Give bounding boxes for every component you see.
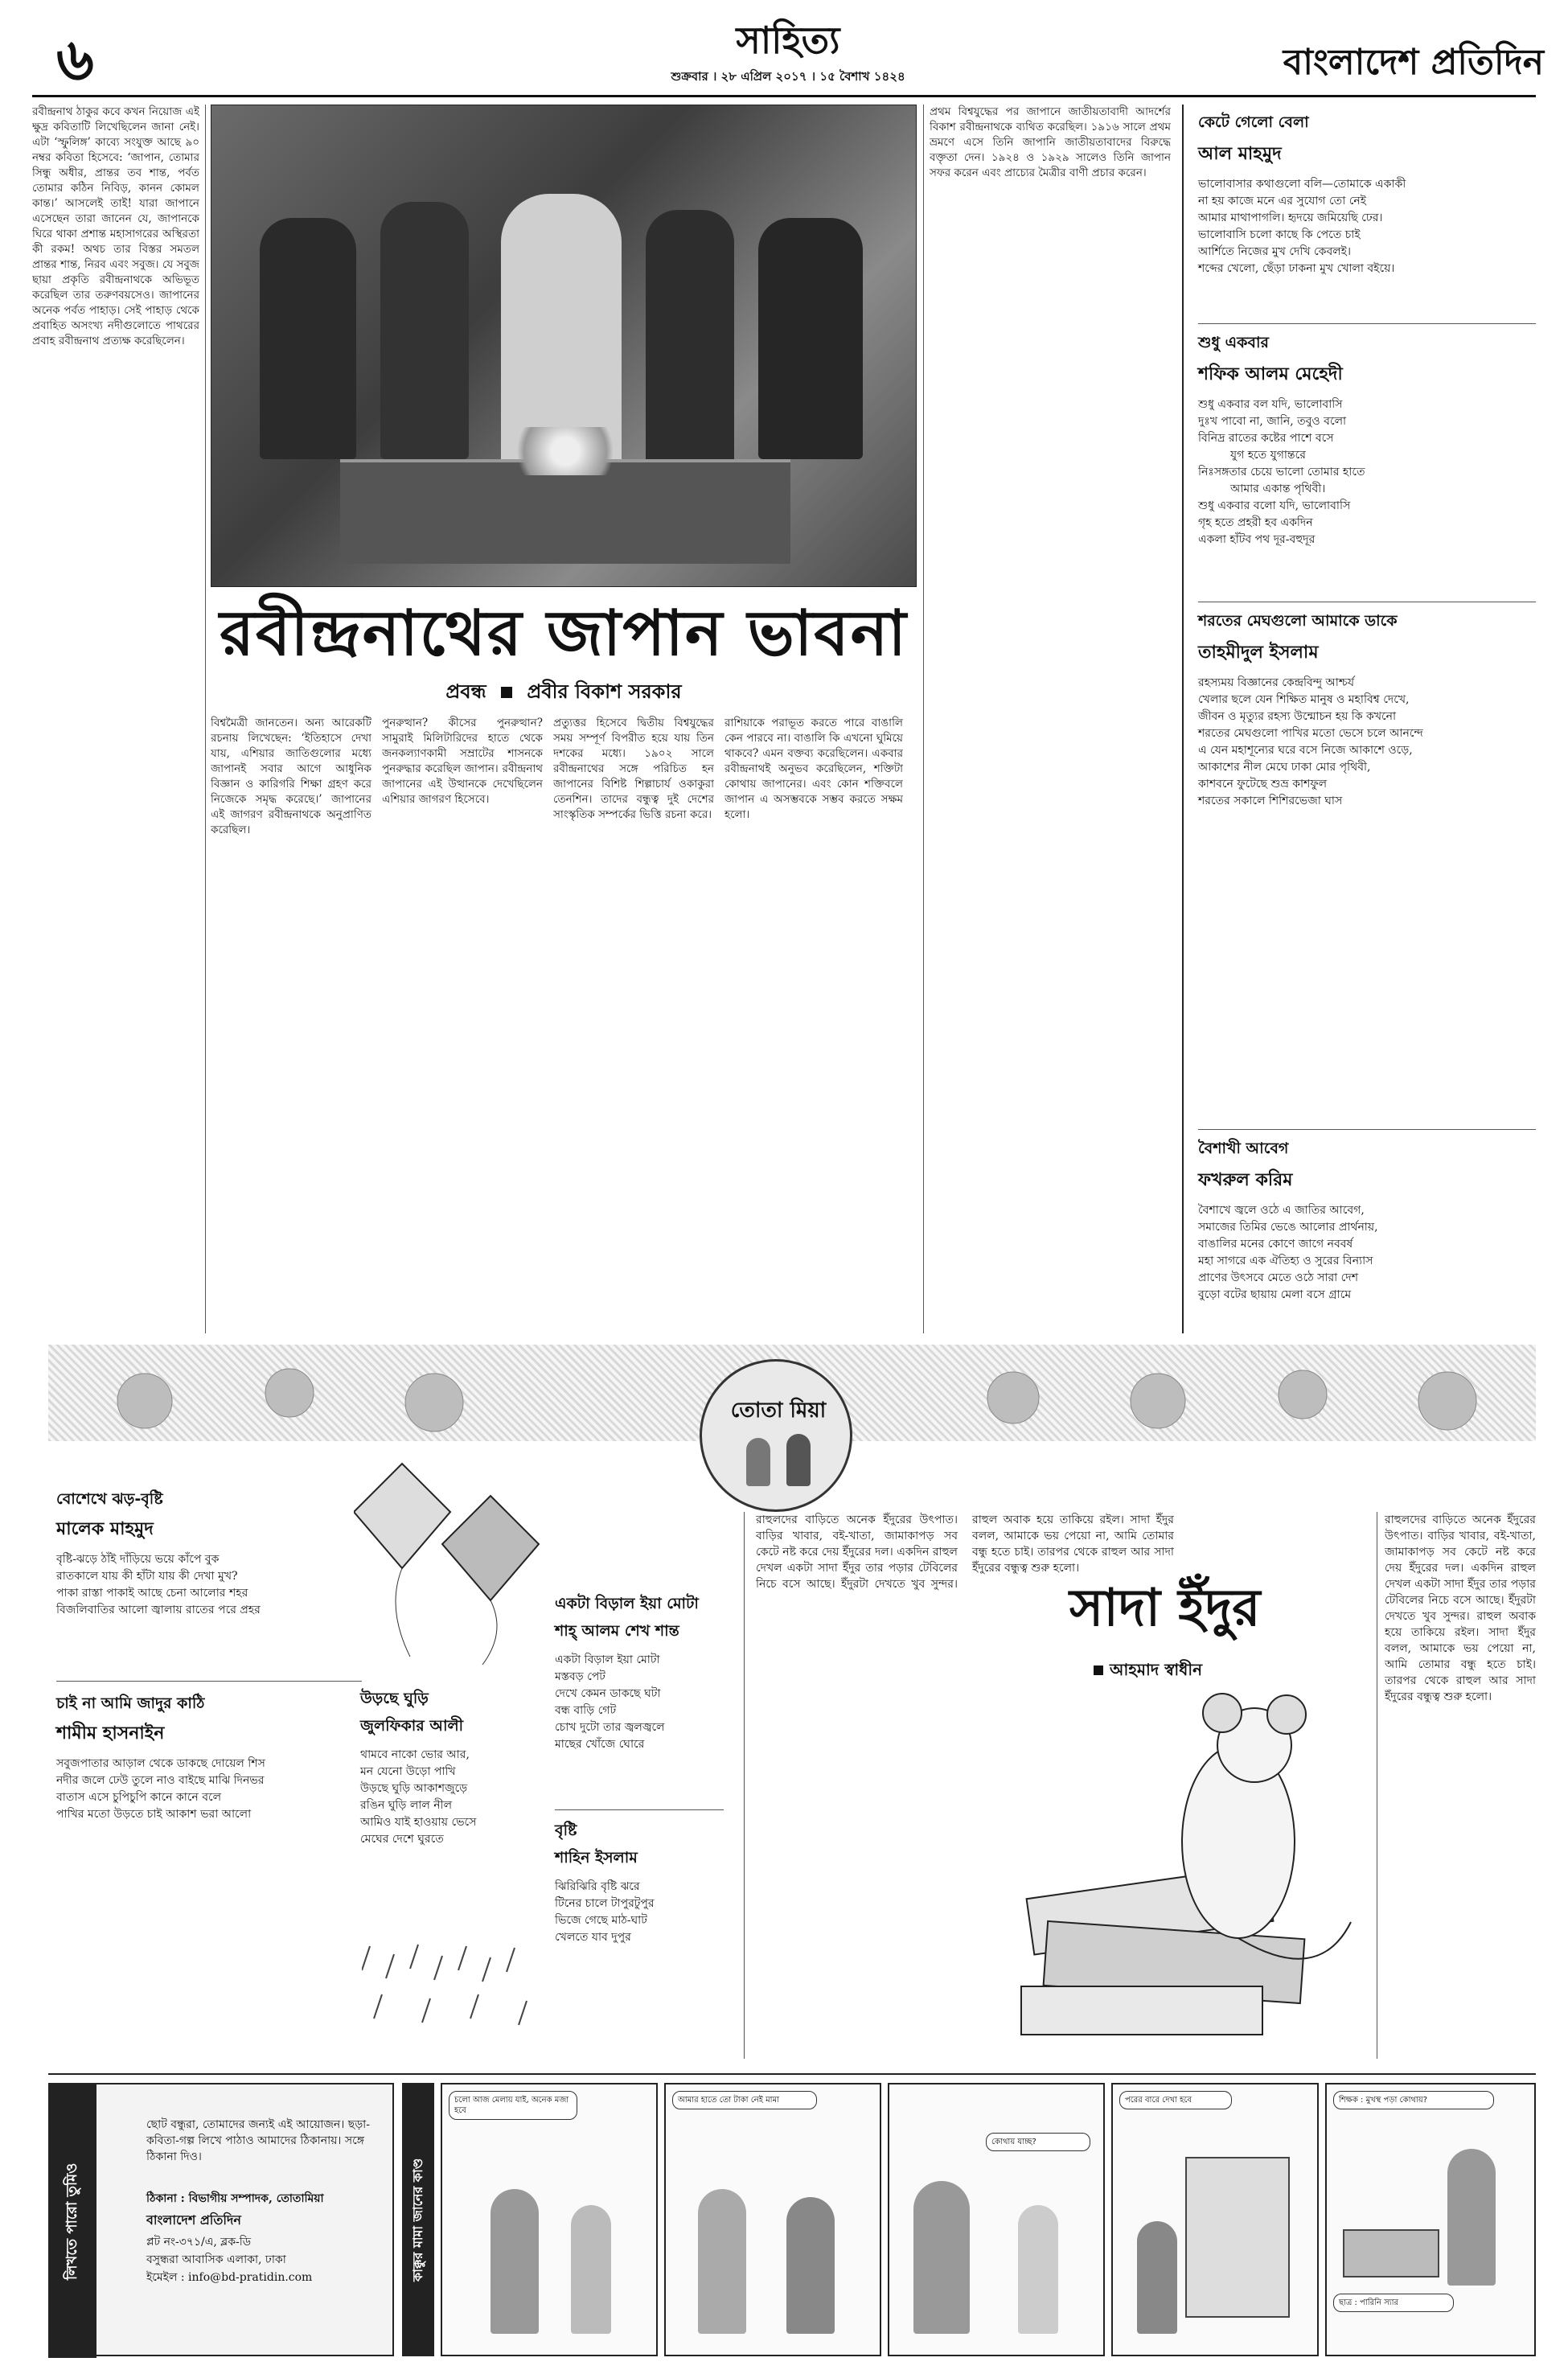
comic-panel-4 <box>1111 2083 1319 2356</box>
poem-line: টিনের চালে টাপুরটুপুর <box>555 1897 655 1910</box>
kids-poem-3-lines <box>360 1747 537 1848</box>
comic-panel-1 <box>441 2083 658 2356</box>
article-col-3: বিশ্বমৈত্রী জানতেন। অন্য আরেকটি রচনায় লিখেছেন: ‘ইতিহাসে দেখা যায়, এশিয়ার জাতিগুলোর মধ্যে জাপানই সবার আগে আধুনিক বিজ্ঞান ও কারিগরি শিক্ষা গ্রহণ করে নিজেকে সমৃদ্ধ করেছে।’ জাপানের এই জাগরণ রবীন্দ্রনাথকে অনুপ্রাণিত করেছিল। <box>211 717 371 836</box>
col-rule-b <box>923 105 924 1333</box>
contact-plot: প্লট নং-৩৭১/এ, ব্লক-ডি <box>146 2236 252 2249</box>
poem-line: আমার একান্ত পৃথিবী। <box>1230 483 1326 495</box>
poem-line: একলা হাঁটব পথ দূর-বহুদূর <box>1198 533 1316 546</box>
mouse-ear-icon <box>1267 1695 1306 1734</box>
kids-poem-1 <box>56 1488 362 1619</box>
poem-line: খেলতে যাব দুপুর <box>555 1931 631 1944</box>
kids-poem-5-poet: শাহিন ইসলাম <box>555 1849 638 1867</box>
story-title: সাদা ইঁদুর <box>1061 1576 1303 1641</box>
poem-line: শুধু একবার বল যদি, ভালোবাসি <box>1198 398 1343 411</box>
poem-3-poet: তাহমীদুল ইসলাম <box>1198 643 1319 663</box>
section-title: সাহিত্য <box>736 18 840 62</box>
poem-3 <box>1198 610 1536 810</box>
poem-line: ভালোবাসি চলো কাছে কি পেতে চাই <box>1198 228 1361 241</box>
kids-poem-3-poet: জুলফিকার আলী <box>360 1717 464 1735</box>
poem-4 <box>1198 1137 1536 1304</box>
poem-line: বিজলিবাতির আলো জ্বালায় রাতের পরে প্রহর <box>56 1604 261 1616</box>
poem-line: মাছের খোঁজে ঘোরে <box>555 1738 645 1751</box>
article-col-6: রাশিয়াকে পরাভূত করতে পারে বাঙালি কেন পারবে না। বাঙালি কি এখনো ঘুমিয়ে থাকবে? এমন বক্তব্য করেছিলেন। একবার রবীন্দ্রনাথই অনুভব করেছিলেন, শক্তিটা কোথায় জাপানের। এবং কোন শক্তিবলে জাপান এ অসম্ভবকে সম্ভব করতে সক্ষম হলো। <box>724 717 903 821</box>
article-col-1: রবীন্দ্রনাথ ঠাকুর কবে কখন নিয়োজ এই ক্ষুদ্র কবিতাটি লিখেছিলেন জানা নেই। এটা ‘স্ফুলিঙ্গ’ কাব্যে সংযুক্ত আছে ৯০ নম্বর কবিতা হিসেবে: ‘জাপান, তোমার সিন্ধু অধীর, প্রান্তর তব শান্ত, পর্বত তোমার কঠিন নিবিড়, কানন কোমল কান্ত।’ আসলেই তাই! যারা জাপানে এসেছেন তারা জানেন যে, জাপানকে ঘিরে থাকা প্রশান্ত মহাসাগরের অস্থিরতা কী রকম! অথচ তার বিস্তর সমতল প্রান্তর শান্ত, নিরব এবং সবুজ। যে সবুজ ছায়া প্রকৃতি রবীন্দ্রনাথকে অভিভূত করেছিল তার তরুণবয়সেও। জাপানের অনেক পর্বত পাহাড়। সেই পাহাড় থেকে প্রবাহিত অসংখ্য নদীগুলোতে পাথরের প্রবাহ রবীন্দ্রনাথ প্রত্যক্ষ করেছিলেন। <box>32 105 199 347</box>
article-author: প্রবীর বিকাশ সরকার <box>527 680 682 703</box>
poem-line: সমাজের তিমির ভেঙে আলোর প্রার্থনায়, <box>1198 1221 1378 1234</box>
poem-line: যুগ হতে যুগান্তরে <box>1230 449 1306 462</box>
story-text-continued: রাহুলদের বাড়িতে অনেক ইঁদুরের উৎপাত। বাড়ির খাবার, বই-খাতা, জামাকাপড় সব কেটে নষ্ট করে দেয় ইঁদুরের দল। একদিন রাহুল দেখল একটা সাদা ইঁদুর তার পড়ার টেবিলের নিচে বসে আছে। ইঁদুরটা দেখতে খুব সুন্দর। রাহুল অবাক হয়ে তাকিয়ে রইল। সাদা ইঁদুর বলল, আমাকে ভয় পেয়ো না, আমি তোমার বন্ধু হতে চাই। তারপর থেকে রাহুল আর সাদা ইঁদুরের বন্ধুত্ব শুরু হলো। <box>1385 1514 1536 1703</box>
poem-2 <box>1198 331 1536 548</box>
story-author-name: আহমাদ স্বাধীন <box>1110 1660 1203 1679</box>
kite-icon <box>442 1496 539 1600</box>
poem-line: শরতের সকালে শিশিরভেজা ঘাস <box>1198 795 1343 807</box>
poem-line: খেলার ছলে যেন শিক্ষিত মানুষ ও মহাবিশ্ব দেখে, <box>1198 693 1410 706</box>
rain-illustration <box>362 1938 539 2051</box>
poem-line: পাখির মতো উড়তে চাই আকাশ ভরা আলো <box>56 1808 252 1821</box>
poem-line: ঝিরিঝিরি বৃষ্টি ঝরে <box>555 1880 640 1893</box>
kids-poem-1-poet: মালেক মাহমুদ <box>56 1519 154 1539</box>
comic-bubble: আমার হাতে তো টাকা নেই মামা <box>672 2091 817 2109</box>
kids-poem-2-lines <box>56 1756 362 1823</box>
poem-4-lines <box>1198 1202 1536 1304</box>
poem-line: বৃষ্টি-ঝড়ে ঠাঁই দাঁড়িয়ে ভয়ে কাঁপে বুক <box>56 1553 220 1566</box>
bottom-rule <box>48 2073 1536 2075</box>
poem-line: উড়ছে ঘুড়ি আকাশজুড়ে <box>360 1782 468 1795</box>
article-col-7: প্রথম বিশ্বযুদ্ধের পর জাপানে জাতীয়তাবাদী আদর্শের বিকাশ রবীন্দ্রনাথকে ব্যথিত করেছিল। ১৯১৬ সালে প্রথম ভ্রমণে এসে তিনি জাপানি জাতীয়তাবাদের বিরুদ্ধে বক্তৃতা দেন। ১৯২৪ ও ১৯২৯ সালেও তিনি জাপান সফর করেন এবং প্রাচ্যের মৈত্রীর বাণী প্রচার করেন। <box>930 105 1171 179</box>
poem-4-title: বৈশাখী আবেগ <box>1198 1140 1289 1157</box>
poem-line: এ যেন মহাশূন্যের ঘরে বসে নিজে আকাশে ওড়ে, <box>1198 744 1413 757</box>
comic-character <box>491 2189 539 2334</box>
poem-rule-1 <box>1198 323 1536 324</box>
contact-email: ইমেইল : info@bd-pratidin.com <box>146 2271 313 2284</box>
mouse-ear-icon <box>1203 1694 1242 1732</box>
contact-tag: লিখতে পারো তুমিও <box>48 2084 96 2358</box>
photo-figure-4 <box>646 210 734 467</box>
comic-desk <box>1343 2229 1439 2277</box>
comic-character <box>1447 2149 1496 2286</box>
comic-character <box>913 2181 970 2334</box>
comic-title: কাক্কুর মামা জানের কাণ্ড <box>402 2083 434 2356</box>
comic-character <box>1018 2205 1058 2334</box>
poem-line: শব্দের খেলো, ছেঁড়া ঢাকনা মুখ খোলা বইয়ে। <box>1198 262 1395 275</box>
poem-line: দুঃখ পাবো না, জানি, তবুও বলো <box>1198 415 1347 428</box>
poem-2-poet: শফিক আলম মেহেদী <box>1198 364 1343 384</box>
kids-poem-4-lines <box>555 1652 732 1753</box>
photo-figure-2 <box>380 202 469 459</box>
comic-bubble: ছাত্র : পারিনি স্যার <box>1333 2294 1454 2312</box>
article-title: রবীন্দ্রনাথের জাপান ভাবনা <box>220 597 908 670</box>
poem-line: আকাশের নীল মেঘে ঢাকা মোর পৃথিবী, <box>1198 761 1371 774</box>
poem-line: মস্তবড় পেট <box>555 1670 605 1683</box>
story-text: রাহুলদের বাড়িতে অনেক ইঁদুরের উৎপাত। বাড়ির খাবার, বই-খাতা, জামাকাপড় সব কেটে নষ্ট করে দেয় ইঁদুরের দল। একদিন রাহুল দেখল একটা সাদা ইঁদুর তার পড়ার টেবিলের নিচে বসে আছে। ইঁদুরটা দেখতে খুব সুন্দর। রাহুল অবাক হয়ে তাকিয়ে রইল। সাদা ইঁদুর বলল, আমাকে ভয় পেয়ো না, আমি তোমার বন্ধু হতে চাই। তারপর থেকে রাহুল আর সাদা ইঁদুরের বন্ধুত্ব শুরু হলো। <box>756 1514 1174 1591</box>
poem-line: ভালোবাসার কথাগুলো বলি—তোমাকে একাকী <box>1198 178 1406 191</box>
poem-line: বিনিদ্র রাতের কষ্টের পাশে বসে <box>1198 432 1334 445</box>
poem-line: আমিও যাই হাওয়ায় ভেসে <box>360 1816 477 1829</box>
comic-building <box>1185 2157 1290 2318</box>
kids-poem-3 <box>360 1687 537 1848</box>
kids-rule-1 <box>56 1681 362 1682</box>
poem-line: জীবন ও মৃত্যুর রহস্য উন্মোচন হয় কি কখনো <box>1198 710 1397 723</box>
contact-text: ছোট বন্ধুরা, তোমাদের জন্যই এই আয়োজন। ছড়া-কবিতা-গল্প লিখে পাঠাও আমাদের ঠিকানায়। সঙ্গে ঠিকানা দিও। <box>146 2118 370 2163</box>
comic-character <box>786 2197 835 2334</box>
poem-2-lines <box>1198 396 1536 548</box>
kids-poem-2-title: চাই না আমি জাদুর কাঠি <box>56 1694 205 1712</box>
poem-line: রঙিন ঘুড়ি লাল নীল <box>360 1799 453 1812</box>
poem-rule-3 <box>1198 1129 1536 1130</box>
poem-3-lines <box>1198 675 1536 810</box>
article-col-5: প্রত্যুত্তর হিসেবে দ্বিতীয় বিশ্বযুদ্ধের সময় সম্পূর্ণ বিপরীত হয়ে যায় তিন দশকের মধ্যে। ১৯০২ সালে রবীন্দ্রনাথের সঙ্গে পরিচিত হন জাপানের বিশিষ্ট শিল্পাচার্য ওকাকুরা তেনশিন। তাদের বন্ধুত্ব দুই দেশের সাংস্কৃতিক সম্পর্কের ভিত্তি রচনা করে। <box>553 717 714 821</box>
poem-line: থামবে নাকো ভোর আর, <box>360 1748 470 1761</box>
poem-line: বন্ধ বাড়ি গেট <box>555 1704 617 1717</box>
poem-line: শুধু একবার বলো যদি, ভালোবাসি <box>1198 499 1351 512</box>
kids-poem-1-lines <box>56 1551 362 1619</box>
byline-square <box>501 687 512 698</box>
comic-character <box>571 2205 611 2334</box>
kids-poem-2 <box>56 1692 362 1823</box>
kids-poem-1-title: বোশেখে ঝড়-বৃষ্টি <box>56 1490 163 1508</box>
comic-bubble: কোথায় যাচ্ছ? <box>986 2133 1090 2151</box>
poem-line: ভিজে গেছে মাঠ-ঘাট <box>555 1914 647 1927</box>
comic-panel-5 <box>1325 2083 1536 2356</box>
poem-line: বুড়ো বটের ছায়ায় মেলা বসে গ্রামে <box>1198 1288 1352 1301</box>
poem-line: মহা সাগরে এক ঐতিহ্য ও সুরের বিন্যাস <box>1198 1255 1373 1267</box>
poem-line: মন যেনো উড়ো পাখি <box>360 1765 456 1778</box>
kids-poem-5-title: বৃষ্টি <box>555 1822 577 1839</box>
poem-line: নিঃসঙ্গতার চেয়ে ভালো তোমার হাতে <box>1198 466 1365 478</box>
poem-line: গৃহ হতে প্রহরী হব একদিন <box>1198 516 1313 529</box>
kids-poem-3-title: উড়ছে ঘুড়ি <box>360 1690 429 1707</box>
poem-line: প্রাণের উৎসবে মেতে ওঠে সারা দেশ <box>1198 1271 1358 1284</box>
comic-bubble: শিক্ষক : মুখস্থ পড়া কোথায়? <box>1333 2091 1494 2109</box>
comic-bubble: চলো আজ মেলায় যাই, অনেক মজা হবে <box>449 2091 577 2120</box>
poem-line: একটা বিড়াল ইয়া মোটা <box>555 1653 660 1666</box>
kites-illustration <box>354 1448 555 1673</box>
poem-line: রহস্যময় বিজ্ঞানের কেন্দ্রবিন্দু আশ্চর্য <box>1198 676 1355 689</box>
poem-line: দেখে কেমন ডাকছে ঘটা <box>555 1687 661 1700</box>
poem-2-title: শুধু একবার <box>1198 334 1269 351</box>
contact-address: ঠিকানা : বিভাগীয় সম্পাদক, তোতামিয়া <box>146 2192 324 2205</box>
contact-area: বসুন্ধরা আবাসিক এলাকা, ঢাকা <box>146 2253 286 2266</box>
photo-figure-3 <box>501 194 622 467</box>
rabindranath-japan-photo <box>211 105 917 587</box>
poem-1-title: কেটে গেলো বেলা <box>1198 113 1309 131</box>
author-square <box>1094 1665 1103 1675</box>
article-byline <box>211 677 917 709</box>
poem-3-title: শরতের মেঘগুলো আমাকে ডাকে <box>1198 612 1398 630</box>
poem-1-lines <box>1198 176 1536 277</box>
comic-bubble: পরের বারে দেখা হবে <box>1119 2091 1232 2109</box>
poem-line: না হয় কাজে মনে এর সুযোগ তো নেই <box>1198 195 1367 207</box>
poem-line: পাকা রাস্তা পাকাই আছে চেনা আলোর শহর <box>56 1587 248 1600</box>
paper-name: বাংলাদেশ প্রতিদিন <box>1283 42 1544 83</box>
photo-figure-1 <box>260 218 356 459</box>
date-line: শুক্রবার । ২৮ এপ্রিল ২০১৭ । ১৫ বৈশাখ ১৪২৪ <box>671 69 905 84</box>
poem-1-poet: আল মাহমুদ <box>1198 144 1282 164</box>
comic-panel-3 <box>888 2083 1105 2356</box>
kids-col-rule <box>744 1512 745 2059</box>
poem-line: বাঙালির মনের কোণে জাগে নববর্ষ <box>1198 1238 1353 1251</box>
col-rule-c <box>1182 105 1184 1333</box>
photo-flowers <box>501 427 630 475</box>
page-number: ৬ <box>56 25 94 93</box>
kids-poem-4-poet: শাহ্ আলম শেখ শান্ত <box>555 1622 679 1640</box>
poem-line: নদীর জলে ঢেউ তুলে নাও বাইছে মাঝি দিনভর <box>56 1774 265 1787</box>
col-rule-a <box>205 105 206 1333</box>
kids-logo <box>700 1359 852 1512</box>
comic-character <box>698 2189 746 2334</box>
comic-character <box>1137 2221 1177 2334</box>
contact-paper: বাংলাদেশ প্রতিদিন <box>146 2212 241 2228</box>
article-type: প্রবন্ধ <box>445 680 486 703</box>
contact-box <box>48 2083 394 2356</box>
kids-logo-child-icon <box>746 1438 770 1486</box>
kids-poem-2-poet: শামীম হাসনাইন <box>56 1723 165 1744</box>
poem-line: কাশবনে ফুটেছে শুভ্র কাশফুল <box>1198 778 1327 791</box>
kids-logo-text: তোতা মিয়া <box>730 1399 827 1423</box>
kids-logo-child-icon <box>786 1434 811 1486</box>
poem-line: বৈশাখে জ্বলে ওঠে এ জাতির আবেগ, <box>1198 1204 1365 1217</box>
poem-1 <box>1198 111 1536 277</box>
kids-poem-5 <box>555 1819 732 1946</box>
poem-line: সবুজপাতার আড়াল থেকে ডাকছে দোয়েল শিস <box>56 1757 265 1770</box>
poem-line: মেঘের দেশে ঘুরতে <box>360 1833 444 1846</box>
poem-line: রাতকালে যায় কী হাঁটা যায় কী দেখা মুখ? <box>56 1570 238 1583</box>
book-icon <box>1021 1986 1262 2035</box>
article-col-4: পুনরুত্থান? কীসের পুনরুত্থান? সামুরাই মিলিটারিদের হাতে থেকে জনকল্যাণকামী সম্রাটের শাসনকে পুনরুদ্ধার করেছিল জাপান। রবীন্দ্রনাথ জাপানের এই উত্থানকে দেখেছিলেন এশিয়ার জাগরণ হিসেবে। <box>382 717 543 806</box>
kids-poem-5-lines <box>555 1879 732 1946</box>
photo-figure-5 <box>758 218 863 459</box>
poem-line: বাতাস এসে চুপিচুপি কানে কানে বলে <box>56 1791 222 1804</box>
header-rule <box>32 95 1536 97</box>
poem-line: আমার মাথাপাগলি। হৃদয়ে জমিয়েছি ঢের। <box>1198 212 1383 224</box>
kids-poem-4 <box>555 1592 732 1753</box>
poem-line: আর্শিতে নিজের মুখ দেখি কেবলই। <box>1198 245 1351 258</box>
kite-icon <box>354 1464 450 1568</box>
poem-line: চোখ দুটো তার জ্বলজ্বলে <box>555 1721 665 1734</box>
comic-panel-2 <box>664 2083 881 2356</box>
mouse-books-illustration <box>997 1681 1375 2051</box>
poem-4-poet: ফখরুল করিম <box>1198 1170 1293 1190</box>
kids-rule-2 <box>555 1809 724 1810</box>
kids-poem-4-title: একটা বিড়াল ইয়া মোটা <box>555 1595 699 1612</box>
poem-line: শরতের মেঘগুলো পাখির মতো ভেসে চলে আনন্দে <box>1198 727 1423 740</box>
